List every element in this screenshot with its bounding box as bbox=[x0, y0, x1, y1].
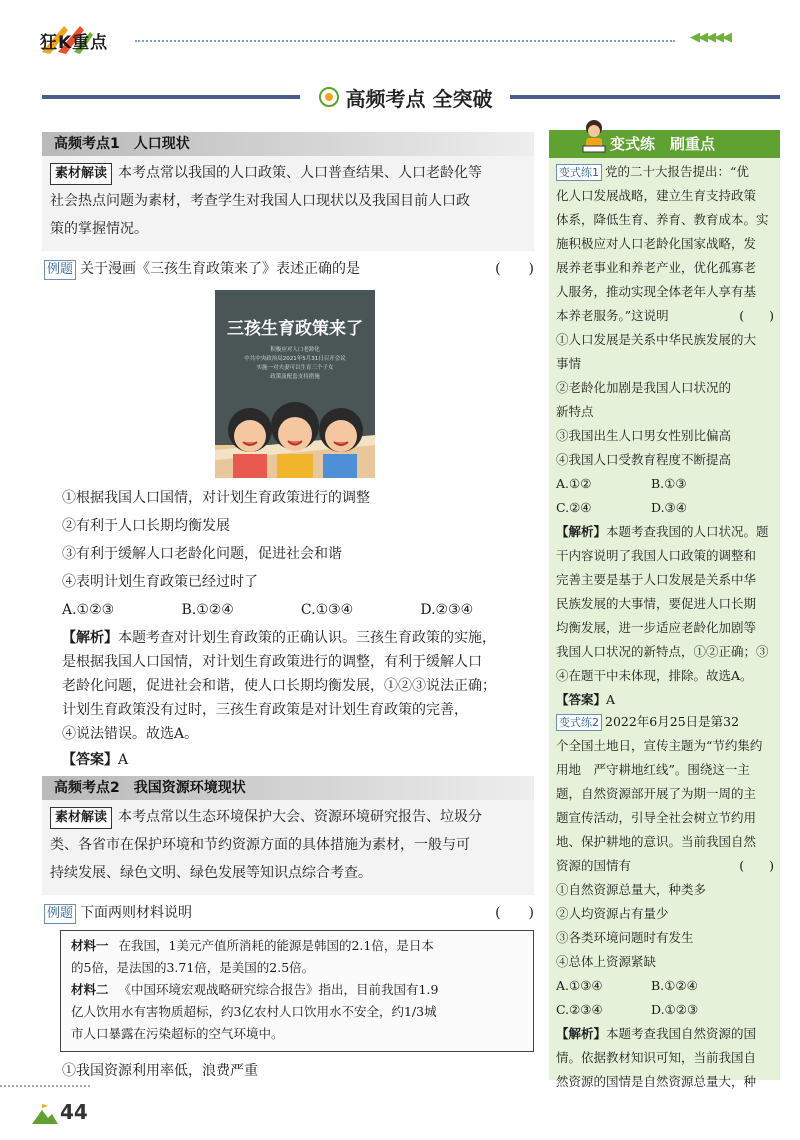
exercise-line: 个全国土地日，宣传主题为“节约集约 bbox=[556, 738, 763, 753]
material2-line: 亿人饮用水有害物质超标，约3亿农村人口饮用水不安全，约1/3城 bbox=[71, 1004, 437, 1019]
option-item: ③有利于缓解人口老龄化问题，促进社会和谐 bbox=[62, 546, 342, 562]
topic2-title: 高频考点2 我国资源环境现状 bbox=[42, 776, 534, 800]
answer-label: 【答案】 bbox=[62, 752, 118, 768]
option-item: ④总体上资源紧缺 bbox=[556, 954, 657, 969]
exercise-tag: 变式练1 bbox=[556, 164, 602, 181]
topic1-title: 高频考点1 人口现状 bbox=[42, 132, 534, 156]
answer-paren: ( ) bbox=[739, 858, 774, 873]
analysis-label: 【解析】 bbox=[62, 630, 118, 646]
section-rule-right bbox=[508, 95, 780, 99]
option-item: ④我国人口受教育程度不断提高 bbox=[556, 452, 732, 467]
exercise-line: 题，自然资源部开展了为期一周的主 bbox=[556, 786, 757, 801]
choice-row bbox=[62, 596, 532, 624]
option-item: 事情 bbox=[556, 356, 582, 371]
exercise-line: 人服务，推动实现全体老年人享有基 bbox=[556, 284, 757, 299]
mountain-flag-icon bbox=[30, 1102, 60, 1126]
option-item: ①根据我国人口国情，对计划生育政策进行的调整 bbox=[62, 490, 370, 506]
option-item: ①人口发展是关系中华民族发展的大 bbox=[556, 332, 757, 347]
option-item: ④表明计划生育政策已经过时了 bbox=[62, 574, 258, 590]
section-title-banner bbox=[300, 78, 510, 116]
brand-logo bbox=[38, 22, 133, 56]
topic1-material bbox=[42, 156, 534, 251]
answer-paren: ( ) bbox=[495, 261, 534, 277]
side-panel-title: 变式练 刷重点 bbox=[610, 135, 716, 153]
topic1-analysis: 【解析】本题考查对计划生育政策的正确认识。三孩生育政策的实施， 是根据我国人口国情，对计划生育政策进行的调整，有利于缓解人口 老龄化问题，促进社会和谐，使人口长期均衡发展，①②③说法正确； 计划生育政策没有过时，三孩生育政策是对计划生育政策的完善， ④说法错误。故选A。 【答案】A bbox=[62, 626, 537, 774]
option-item: ③我国出生人口男女性别比偏高 bbox=[556, 428, 732, 443]
answer-value: A bbox=[606, 692, 616, 707]
topic2-option-1: ①我国资源利用率低，浪费严重 bbox=[62, 1063, 258, 1079]
answer-label: 【答案】 bbox=[556, 692, 607, 707]
analysis-label: 【解析】 bbox=[556, 524, 607, 539]
brand-text: 狂K重点 bbox=[40, 33, 109, 53]
analysis-line: 然资源的国情是自然资源总量大，种 bbox=[556, 1074, 757, 1089]
section-rule-left bbox=[42, 95, 302, 99]
exercise-line: 体系，降低生育、养育、教育成本。实 bbox=[556, 212, 769, 227]
choice-b: B.①②④ bbox=[651, 978, 698, 993]
target-icon bbox=[318, 86, 340, 108]
option-item: 新特点 bbox=[556, 404, 594, 419]
analysis-line: 是根据我国人口国情，对计划生育政策进行的调整，有利于缓解人口 bbox=[62, 654, 482, 670]
material1-label: 材料一 bbox=[71, 938, 109, 953]
exercise-tag: 变式练2 bbox=[556, 714, 602, 731]
exercise-line: 用地 严守耕地红线”。围绕这一主 bbox=[556, 762, 750, 777]
topic1-material-line-3: 策的掌握情况。 bbox=[50, 221, 148, 237]
analysis-line: 民族发展的大事情，要促进人口长期 bbox=[556, 596, 757, 611]
topic2-materials-box: 材料一 在我国，1美元产值所消耗的能源是韩国的2.1倍，是日本 的5倍，是法国的3.71倍，是美国的2.5倍。 材料二 《中国环境宏观战略研究综合报告》指出，目前我国有1.9 亿人饮用水有害物质超标，约3亿农村人口饮用水不安全，约1/3城 市人口暴露在污染超标的空气环境中。 bbox=[60, 930, 534, 1052]
answer-paren: ( ) bbox=[739, 308, 774, 323]
topic1-material-line-1: 素材解读 本考点常以我国的人口政策、人口普查结果、人口老龄化等 bbox=[50, 159, 526, 187]
topic2-material-line-1: 素材解读 本考点常以生态环境保护大会、资源环境研究报告、垃圾分 bbox=[50, 803, 526, 831]
option-item: ③各类环境问题时有发生 bbox=[556, 930, 694, 945]
choice-d: D.①②③ bbox=[651, 1002, 699, 1017]
choice-c: C.②③④ bbox=[556, 1002, 603, 1017]
option-item: ②人均资源占有量少 bbox=[556, 906, 669, 921]
exercise-line: 施积极应对人口老龄化国家战略，发 bbox=[556, 236, 757, 251]
cartoon-children-illustration bbox=[215, 390, 375, 478]
topic2-question: 例题 下面两则材料说明 ( ) bbox=[44, 900, 534, 926]
example-tag: 例题 bbox=[44, 260, 76, 280]
analysis-line: ④说法错误。故选A。 bbox=[62, 726, 199, 742]
exercise-line: 题宣传活动，引导全社会树立节约用 bbox=[556, 810, 757, 825]
choice-d: D.②③④ bbox=[420, 602, 474, 618]
topic2-material-line-2: 类、各省市在保护环境和节约资源方面的具体措施为素材，一般与可 bbox=[50, 837, 470, 853]
choice-d: D.③④ bbox=[651, 500, 687, 515]
material-tag: 素材解读 bbox=[50, 163, 112, 185]
analysis-line: 完善主要是基于人口发展是关系中华 bbox=[556, 572, 757, 587]
material1-line: 的5倍，是法国的3.71倍，是美国的2.5倍。 bbox=[71, 960, 315, 975]
option-item: ①自然资源总量大，种类多 bbox=[556, 882, 707, 897]
choice-a: A.①③④ bbox=[556, 978, 603, 993]
comic-poster-image bbox=[215, 290, 375, 478]
exercise-line: 化人口发展战略，建立生育支持政策 bbox=[556, 188, 757, 203]
header-dotted-line bbox=[135, 40, 675, 42]
material-tag: 素材解读 bbox=[50, 807, 112, 829]
analysis-line: 干内容说明了我国人口政策的调整和 bbox=[556, 548, 757, 563]
choice-a: A.①②③ bbox=[62, 602, 115, 618]
section-title: 高频考点 全突破 bbox=[345, 86, 493, 111]
topic1-material-line-2: 社会热点问题为素材，考查学生对我国人口现状以及我国目前人口政 bbox=[50, 193, 470, 209]
footer-dotted-line bbox=[0, 1085, 90, 1087]
topic2-material-line-3: 持续发展、绿色文明、绿色发展等知识点综合考查。 bbox=[50, 865, 372, 881]
answer-paren: ( ) bbox=[495, 905, 534, 921]
page-number-badge bbox=[0, 1092, 130, 1140]
side-exercise-1: 变式练1 党的二十大报告提出：“优 化人口发展战略，建立生育支持政策 体系，降低生育、养育、教育成本。实 施积极应对人口老龄化国家战略，发 展养老事业和养老产业，优化孤寡老 人服务，推动实现全体老年人享有基 本养老服务。”这说明 ( ) ①人口发展是关系中华民族发展的大 事情 ②老龄化加剧是我国人口状况的 新特点 ③我国出生人口男女性别比偏高 ④我国人口受教育程度不断提高 A.①② B.①③ C.②④ D.③④ 【解析】本题考查我国的人口状况。题 干内容说明了我国人口政策的调整和 完善主要是基于人口发展是关系中华 民族发展的大事情，要促进人口长期 均衡发展，进一步适应老龄化加剧等 我国人口状况的新特点，①②正确；③ ④在题干中未体现，排除。故选A。 【答案】A bbox=[556, 164, 774, 707]
exercise-line: 展养老事业和养老产业，优化孤寡老 bbox=[556, 260, 757, 275]
analysis-line: 计划生育政策没有过时，三孩生育政策是对计划生育政策的完善， bbox=[62, 702, 468, 718]
student-icon bbox=[580, 118, 608, 158]
choice-c: C.②④ bbox=[556, 500, 592, 515]
analysis-line: ④在题干中未体现，排除。故选A。 bbox=[556, 668, 753, 683]
topic2-material bbox=[42, 800, 534, 895]
topic1-options bbox=[62, 484, 532, 624]
analysis-line: 我国人口状况的新特点，①②正确；③ bbox=[556, 644, 769, 659]
analysis-label: 【解析】 bbox=[556, 1026, 607, 1041]
choice-b: B.①③ bbox=[651, 476, 687, 491]
choice-a: A.①② bbox=[556, 476, 592, 491]
poster-title: 三孩生育政策来了 bbox=[227, 319, 363, 339]
page-number: 44 bbox=[60, 1100, 88, 1124]
analysis-line: 情。依据教材知识可知，当前我国自 bbox=[556, 1050, 757, 1065]
side-exercise-2: 变式练2 2022年6月25日是第32 个全国土地日，宣传主题为“节约集约 用地 严守耕地红线”。围绕这一主 题，自然资源部开展了为期一周的主 题宣传活动，引导全社会树立节约用 地、保护耕地的意识。当前我国自然 资源的国情有 ( ) ①自然资源总量大，种类多 ②人均资源占有量少 ③各类环境问题时有发生 ④总体上资源紧缺 A.①③④ B.①②④ C.②③④ D.①②③ 【解析】本题考查我国自然资源的国 情。依据教材知识可知，当前我国自 然资源的国情是自然资源总量大，种 bbox=[556, 710, 774, 1094]
poster-subtitle: 积极应对人口老龄化 中共中央政治局2021年5月31日召开会议 实施一对夫妻可以生育三个子女 政策及配套支持措施 bbox=[244, 347, 346, 380]
option-item: ②有利于人口长期均衡发展 bbox=[62, 518, 230, 534]
example-tag: 例题 bbox=[44, 904, 76, 924]
material2-line: 市人口暴露在污染超标的空气环境中。 bbox=[71, 1026, 284, 1041]
choice-b: B.①②④ bbox=[181, 602, 234, 618]
option-item: ②老龄化加剧是我国人口状况的 bbox=[556, 380, 732, 395]
analysis-line: 老龄化问题，促进社会和谐，使人口长期均衡发展，①②③说法正确； bbox=[62, 678, 496, 694]
material2-label: 材料二 bbox=[71, 982, 109, 997]
analysis-line: 均衡发展，进一步适应老龄化加剧等 bbox=[556, 620, 757, 635]
topic1-question: 例题 关于漫画《三孩生育政策来了》表述正确的是 ( ) bbox=[44, 256, 534, 282]
header-arrows-icon: ◀◀◀◀◀ bbox=[690, 30, 730, 45]
exercise-line: 地、保护耕地的意识。当前我国自然 bbox=[556, 834, 757, 849]
answer-value: A bbox=[118, 752, 129, 768]
choice-c: C.①③④ bbox=[300, 602, 354, 618]
